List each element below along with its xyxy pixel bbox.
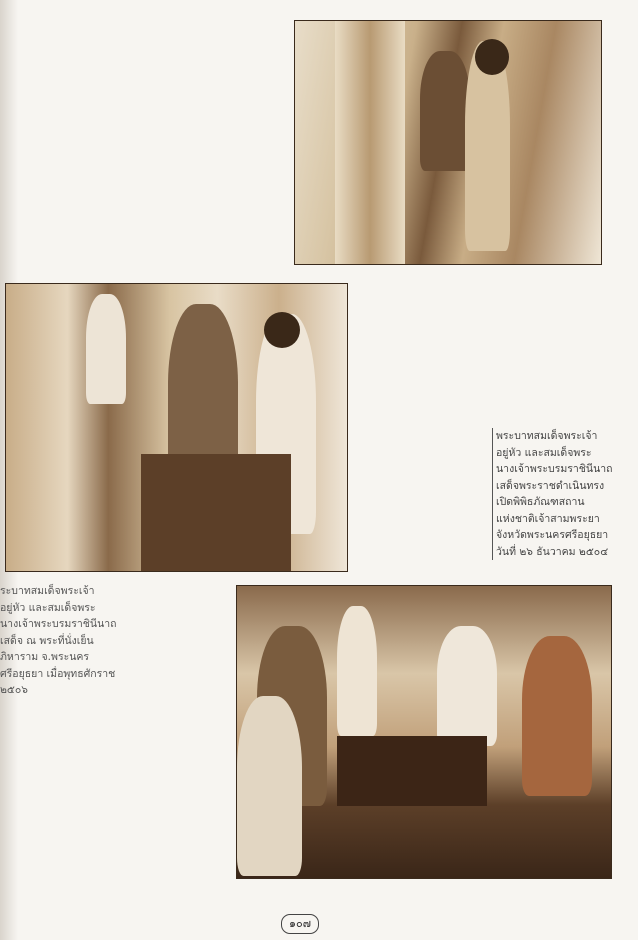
caption-line: ระบาทสมเด็จพระเจ้า bbox=[0, 585, 95, 597]
caption-line: ๒๕๐๖ bbox=[0, 684, 28, 696]
caption-museum-opening bbox=[492, 428, 613, 560]
caption-line: เสด็จพระราชดำเนินทรง bbox=[496, 479, 605, 492]
caption-line: ภิหาราม จ.พระนคร bbox=[0, 651, 90, 663]
photo-audience-ceremony bbox=[236, 585, 612, 879]
caption-line: อยู่หัว และสมเด็จพระ bbox=[496, 446, 592, 459]
caption-line: จังหวัดพระนครศรีอยุธยา bbox=[496, 529, 609, 541]
caption-line: นางเจ้าพระบรมราชินีนาถ bbox=[0, 618, 117, 630]
caption-line: เปิดพิพิธภัณฑสถาน bbox=[496, 496, 585, 508]
caption-line: วันที่ ๒๖ ธันวาคม ๒๕๐๔ bbox=[496, 545, 609, 558]
caption-line: พระบาทสมเด็จพระเจ้า bbox=[496, 430, 598, 442]
page-number: ๑๐๗ bbox=[281, 914, 319, 934]
caption-line: เสด็จ ณ พระที่นั่งเย็น bbox=[0, 634, 94, 647]
photo-royal-couple-seated bbox=[294, 20, 602, 265]
caption-audience-ceremony bbox=[0, 583, 128, 699]
caption-line: แห่งชาติเจ้าสามพระยา bbox=[496, 512, 600, 525]
caption-line: ศรีอยุธยา เมื่อพุทธศักราช bbox=[0, 667, 116, 680]
caption-line: อยู่หัว และสมเด็จพระ bbox=[0, 601, 96, 614]
photo-museum-opening bbox=[5, 283, 348, 572]
caption-line: นางเจ้าพระบรมราชินีนาถ bbox=[496, 463, 613, 475]
